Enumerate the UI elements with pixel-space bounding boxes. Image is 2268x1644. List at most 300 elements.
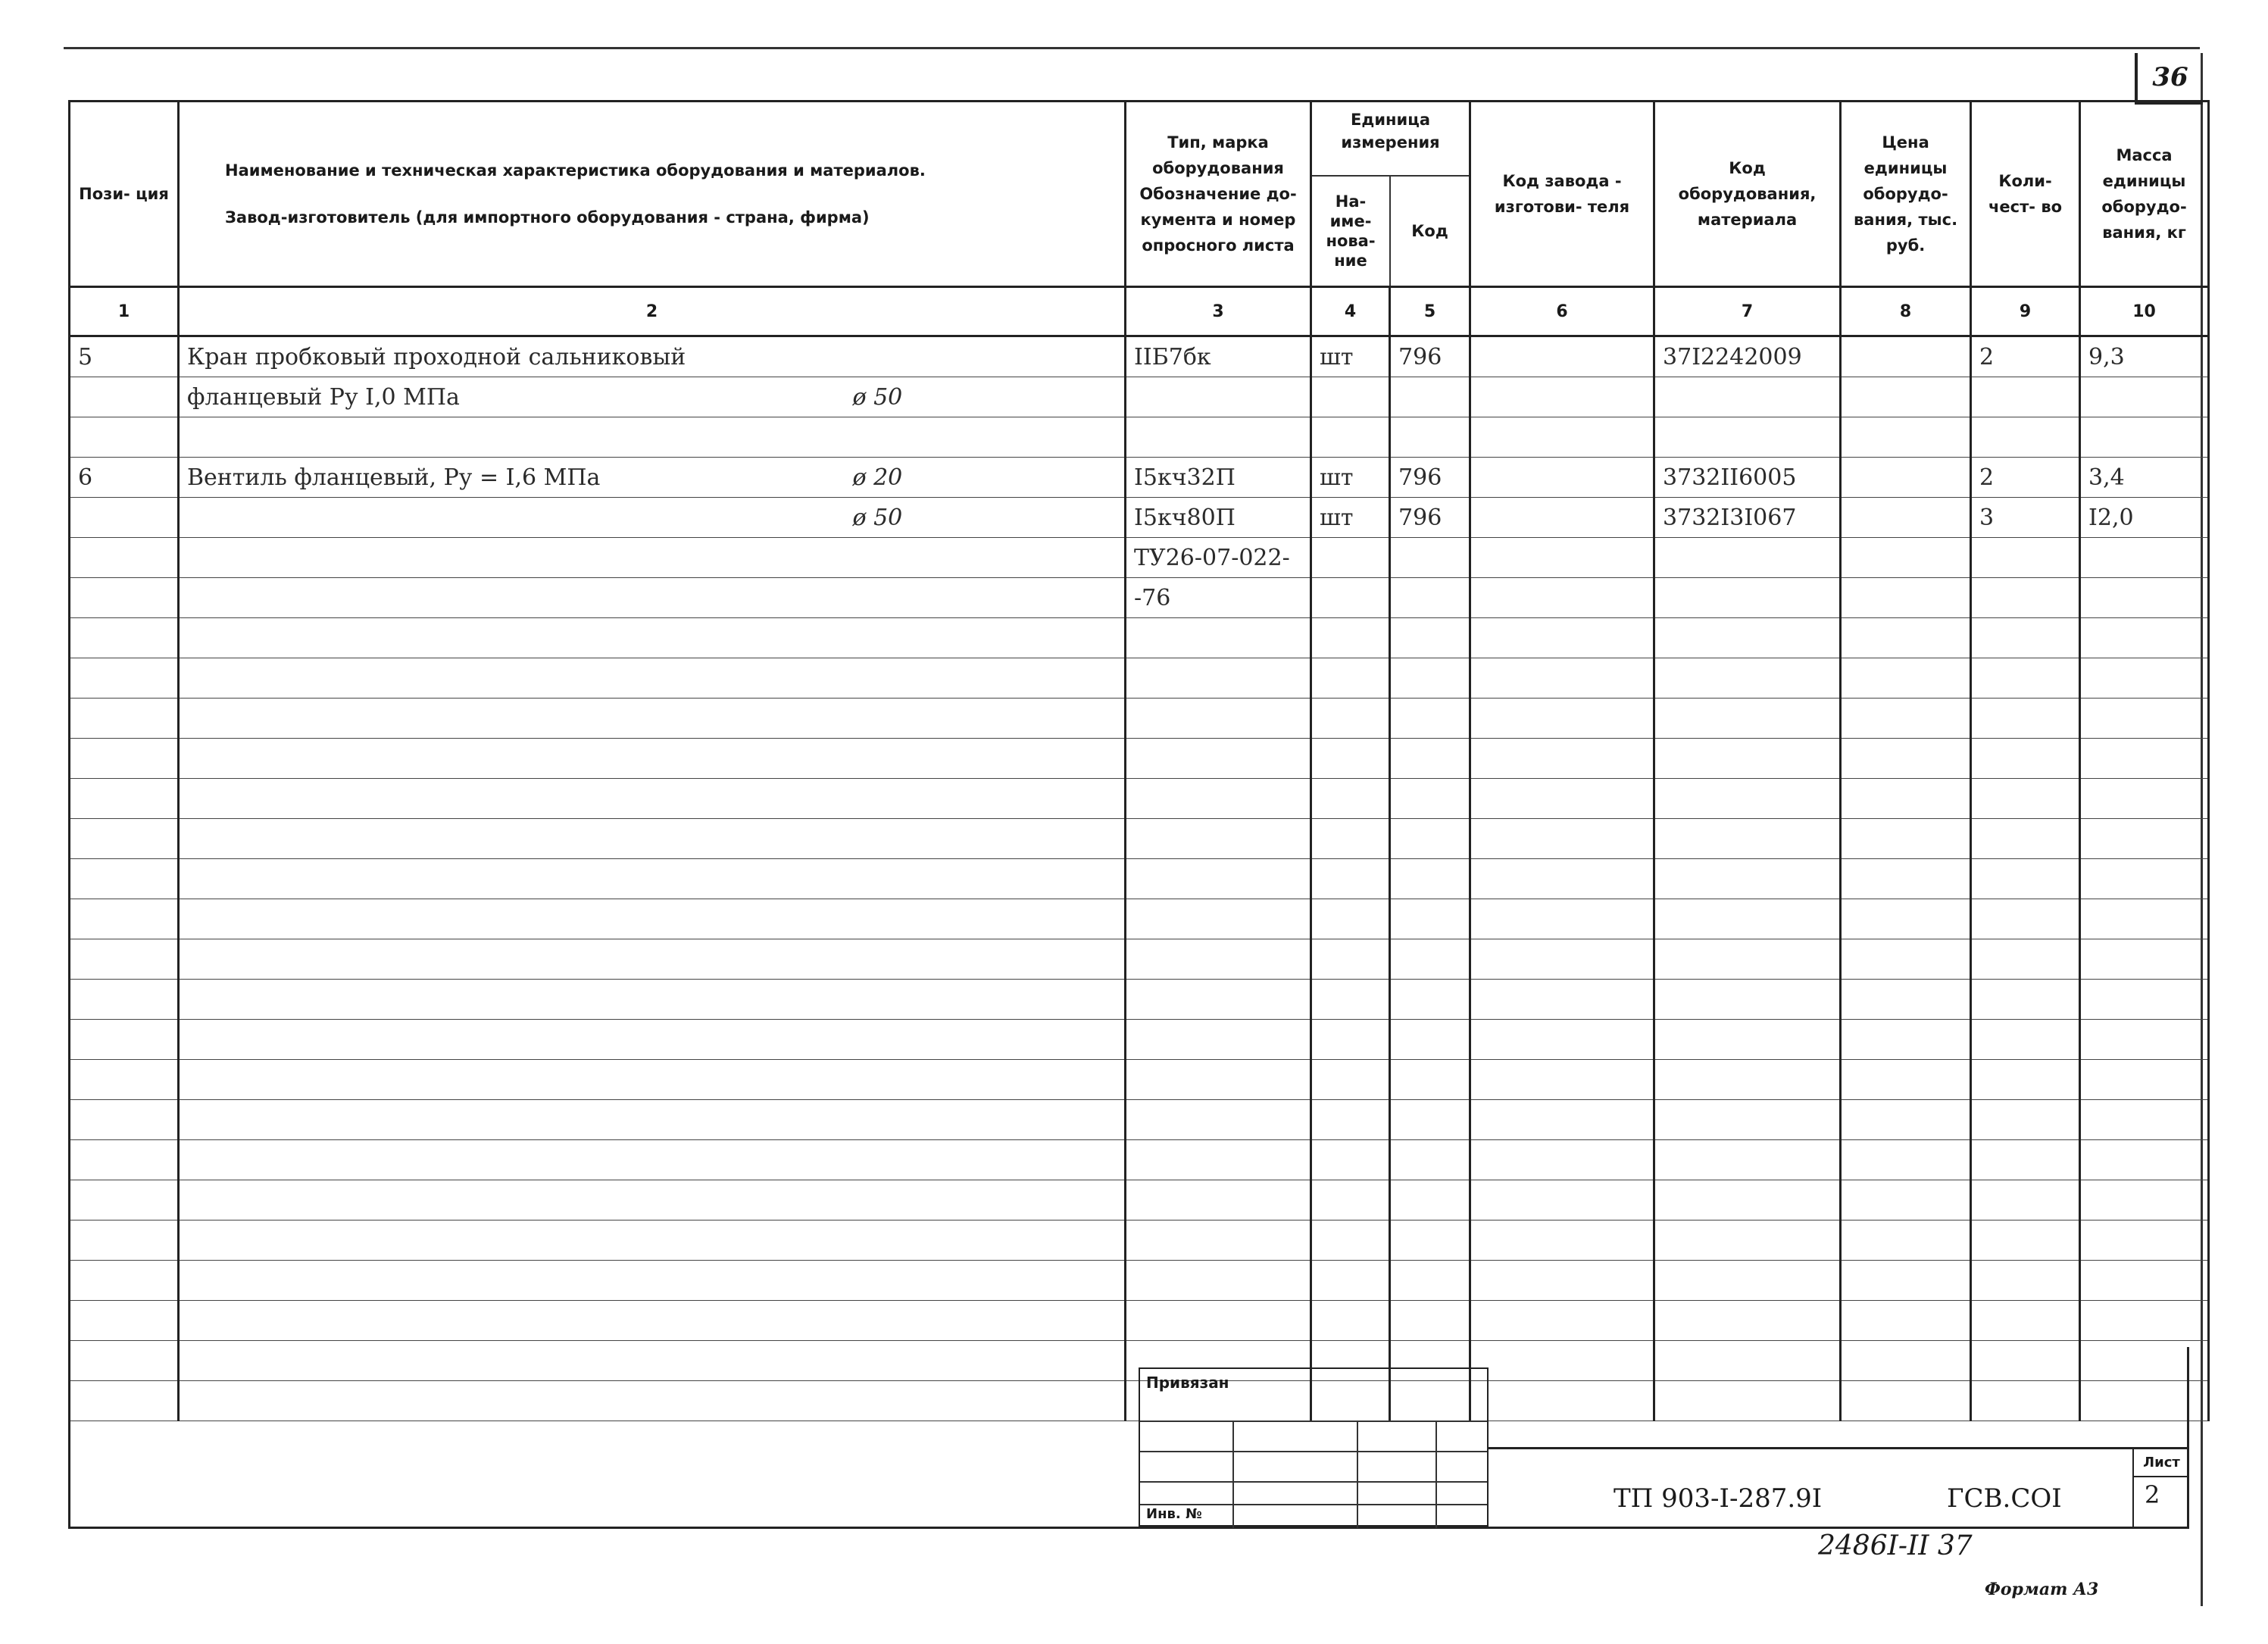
table-row <box>70 779 2209 819</box>
col-number: 9 <box>1971 287 2080 336</box>
cell-factory-code <box>1470 939 1654 980</box>
cell-position <box>70 1020 179 1060</box>
cell-mass <box>2080 1261 2209 1301</box>
cell-equipment-code <box>1654 699 1841 739</box>
cell-position <box>70 1220 179 1261</box>
cell-position <box>70 377 179 417</box>
cell-equipment-code <box>1654 899 1841 939</box>
cell-price <box>1841 1020 1971 1060</box>
cell-type <box>1126 819 1311 859</box>
cell-equipment-code <box>1654 417 1841 458</box>
cell-name <box>179 1020 845 1060</box>
cell-mass <box>2080 1301 2209 1341</box>
cell-factory-code <box>1470 417 1654 458</box>
col-number: 3 <box>1126 287 1311 336</box>
cell-position <box>70 819 179 859</box>
col-number: 7 <box>1654 287 1841 336</box>
cell-unit-code <box>1390 1301 1470 1341</box>
table-row <box>70 819 2209 859</box>
cell-equipment-code <box>1654 1261 1841 1301</box>
cell-unit-code <box>1390 819 1470 859</box>
cell-mass <box>2080 939 2209 980</box>
cell-quantity <box>1971 779 2080 819</box>
cell-name <box>179 1220 845 1261</box>
cell-type <box>1126 377 1311 417</box>
cell-unit-code <box>1390 1220 1470 1261</box>
cell-factory-code <box>1470 739 1654 779</box>
cell-name <box>179 1180 845 1220</box>
cell-position <box>70 658 179 699</box>
binding-stamp <box>1139 1367 1489 1527</box>
cell-type <box>1126 658 1311 699</box>
cell-position <box>70 578 179 618</box>
sheet-value: 2 <box>2145 1480 2160 1509</box>
cell-equipment-code <box>1654 1220 1841 1261</box>
table-row <box>70 739 2209 779</box>
cell-unit-code <box>1390 779 1470 819</box>
cell-equipment-code <box>1654 538 1841 578</box>
cell-unit-code <box>1390 377 1470 417</box>
cell-type <box>1126 1261 1311 1301</box>
cell-diameter <box>845 618 1126 658</box>
cell-factory-code <box>1470 779 1654 819</box>
col-number: 2 <box>179 287 1126 336</box>
cell-diameter <box>845 1220 1126 1261</box>
cell-type <box>1126 1140 1311 1180</box>
cell-quantity <box>1971 1180 2080 1220</box>
cell-diameter <box>845 578 1126 618</box>
cell-quantity <box>1971 819 2080 859</box>
table-row <box>70 980 2209 1020</box>
header-position: Пози- ция <box>70 102 179 287</box>
cell-diameter <box>845 859 1126 899</box>
cell-equipment-code <box>1654 658 1841 699</box>
header-mass: Масса единицы оборудо- вания, кг <box>2080 102 2209 287</box>
document-code: ТП 903-I-287.9I <box>1614 1483 1823 1514</box>
cell-price <box>1841 1261 1971 1301</box>
cell-name <box>179 1100 845 1140</box>
cell-equipment-code <box>1654 939 1841 980</box>
table-body <box>70 336 2209 1421</box>
cell-price <box>1841 658 1971 699</box>
header-row <box>70 102 2209 287</box>
table-row <box>70 578 2209 618</box>
cell-price <box>1841 336 1971 377</box>
header-unit-title: Единица измерения <box>1312 102 1469 177</box>
table-row <box>70 1301 2209 1341</box>
cell-position <box>70 779 179 819</box>
cell-quantity: 2 <box>1971 336 2080 377</box>
cell-factory-code <box>1470 538 1654 578</box>
cell-diameter <box>845 336 1126 377</box>
inv-label: Инв. № <box>1146 1506 1202 1522</box>
cell-unit-name: шт <box>1311 336 1390 377</box>
cell-factory-code <box>1470 899 1654 939</box>
cell-diameter <box>845 1060 1126 1100</box>
cell-factory-code <box>1470 578 1654 618</box>
table-row <box>70 1140 2209 1180</box>
header-name-line2: Завод-изготовитель (для импортного оборудования - страна, фирма) <box>225 208 870 227</box>
cell-price <box>1841 899 1971 939</box>
cell-mass <box>2080 618 2209 658</box>
cell-factory-code <box>1470 336 1654 377</box>
inventory-number: 2486I-II 37 <box>1818 1530 1973 1561</box>
stamp-divider <box>1435 1422 1437 1528</box>
cell-mass <box>2080 578 2209 618</box>
cell-quantity <box>1971 899 2080 939</box>
cell-diameter <box>845 1020 1126 1060</box>
cell-factory-code <box>1470 498 1654 538</box>
cell-unit-code <box>1390 658 1470 699</box>
cell-unit-name <box>1311 1140 1390 1180</box>
table-row <box>70 1261 2209 1301</box>
cell-unit-name <box>1311 1020 1390 1060</box>
cell-diameter <box>845 980 1126 1020</box>
cell-mass <box>2080 980 2209 1020</box>
cell-price <box>1841 498 1971 538</box>
cell-mass <box>2080 1140 2209 1180</box>
cell-mass <box>2080 1020 2209 1060</box>
bound-label: Привязан <box>1146 1374 1229 1392</box>
cell-unit-name <box>1311 1100 1390 1140</box>
cell-unit-name <box>1311 859 1390 899</box>
table-row <box>70 1020 2209 1060</box>
cell-unit-code: 796 <box>1390 336 1470 377</box>
header-type: Тип, марка оборудования Обозначение до- кумента и номер опросного листа <box>1126 102 1311 287</box>
cell-type <box>1126 739 1311 779</box>
cell-quantity <box>1971 618 2080 658</box>
cell-unit-name <box>1311 1301 1390 1341</box>
cell-price <box>1841 779 1971 819</box>
cell-price <box>1841 578 1971 618</box>
cell-position <box>70 1100 179 1140</box>
cell-quantity <box>1971 980 2080 1020</box>
cell-factory-code <box>1470 819 1654 859</box>
top-border-line <box>64 47 2200 49</box>
title-block-frame <box>68 1347 2189 1529</box>
cell-name: Кран пробковый проходной сальниковый <box>179 336 845 377</box>
cell-quantity <box>1971 1261 2080 1301</box>
cell-diameter <box>845 658 1126 699</box>
cell-price <box>1841 458 1971 498</box>
cell-price <box>1841 417 1971 458</box>
cell-name <box>179 779 845 819</box>
cell-quantity <box>1971 658 2080 699</box>
cell-type: IIБ7бк <box>1126 336 1311 377</box>
cell-unit-code <box>1390 980 1470 1020</box>
table-row <box>70 336 2209 377</box>
cell-equipment-code <box>1654 1180 1841 1220</box>
cell-name <box>179 939 845 980</box>
cell-equipment-code <box>1654 1060 1841 1100</box>
cell-unit-name <box>1311 739 1390 779</box>
table-row <box>70 618 2209 658</box>
cell-unit-name <box>1311 939 1390 980</box>
cell-position <box>70 939 179 980</box>
stamp-divider <box>1357 1422 1358 1528</box>
cell-equipment-code <box>1654 1301 1841 1341</box>
cell-diameter <box>845 1261 1126 1301</box>
cell-mass <box>2080 739 2209 779</box>
cell-unit-name <box>1311 779 1390 819</box>
header-unit-name: На- име- нова- ние <box>1312 177 1391 286</box>
cell-name <box>179 658 845 699</box>
cell-diameter <box>845 1100 1126 1140</box>
cell-quantity <box>1971 1060 2080 1100</box>
cell-unit-name: шт <box>1311 458 1390 498</box>
sheet-cell <box>2132 1447 2189 1529</box>
cell-price <box>1841 1100 1971 1140</box>
cell-unit-code <box>1390 1140 1470 1180</box>
cell-mass <box>2080 899 2209 939</box>
title-block-line <box>1489 1447 2189 1449</box>
cell-factory-code <box>1470 1301 1654 1341</box>
cell-type <box>1126 939 1311 980</box>
cell-unit-name <box>1311 1220 1390 1261</box>
cell-diameter <box>845 939 1126 980</box>
cell-position <box>70 417 179 458</box>
cell-unit-name <box>1311 417 1390 458</box>
cell-mass <box>2080 1100 2209 1140</box>
header-unit-price: Цена единицы оборудо- вания, тыс. руб. <box>1841 102 1971 287</box>
cell-quantity <box>1971 1140 2080 1180</box>
cell-equipment-code <box>1654 980 1841 1020</box>
cell-unit-code <box>1390 1020 1470 1060</box>
cell-mass <box>2080 658 2209 699</box>
cell-quantity <box>1971 939 2080 980</box>
sheet-label: Лист <box>2134 1450 2189 1477</box>
cell-unit-code <box>1390 699 1470 739</box>
cell-quantity <box>1971 859 2080 899</box>
cell-type <box>1126 417 1311 458</box>
cell-mass <box>2080 1180 2209 1220</box>
cell-position <box>70 1060 179 1100</box>
cell-factory-code <box>1470 1220 1654 1261</box>
cell-unit-code: 796 <box>1390 458 1470 498</box>
cell-type <box>1126 899 1311 939</box>
cell-factory-code <box>1470 1180 1654 1220</box>
cell-quantity <box>1971 1020 2080 1060</box>
cell-quantity: 3 <box>1971 498 2080 538</box>
cell-type <box>1126 699 1311 739</box>
header-name <box>179 102 1126 287</box>
cell-name: фланцевый Ру I,0 МПа <box>179 377 845 417</box>
cell-unit-name <box>1311 819 1390 859</box>
document-subcode: ГСВ.СОI <box>1947 1483 2062 1514</box>
cell-quantity <box>1971 1100 2080 1140</box>
header-equipment-code: Код оборудования, материала <box>1654 102 1841 287</box>
cell-name <box>179 859 845 899</box>
cell-equipment-code <box>1654 819 1841 859</box>
cell-mass <box>2080 699 2209 739</box>
cell-price <box>1841 1220 1971 1261</box>
cell-name <box>179 899 845 939</box>
cell-factory-code <box>1470 980 1654 1020</box>
cell-quantity <box>1971 578 2080 618</box>
cell-diameter <box>845 538 1126 578</box>
cell-unit-code <box>1390 1180 1470 1220</box>
cell-type <box>1126 1220 1311 1261</box>
cell-name <box>179 1060 845 1100</box>
cell-quantity <box>1971 739 2080 779</box>
cell-name <box>179 980 845 1020</box>
cell-price <box>1841 739 1971 779</box>
cell-type <box>1126 859 1311 899</box>
cell-unit-name <box>1311 899 1390 939</box>
cell-type: -76 <box>1126 578 1311 618</box>
cell-unit-name <box>1311 1180 1390 1220</box>
table-row <box>70 699 2209 739</box>
cell-position <box>70 899 179 939</box>
cell-mass <box>2080 1220 2209 1261</box>
cell-diameter <box>845 819 1126 859</box>
table-row <box>70 1220 2209 1261</box>
cell-mass <box>2080 779 2209 819</box>
cell-price <box>1841 939 1971 980</box>
cell-price <box>1841 819 1971 859</box>
cell-price <box>1841 1301 1971 1341</box>
cell-equipment-code <box>1654 377 1841 417</box>
cell-type <box>1126 1060 1311 1100</box>
cell-diameter <box>845 1180 1126 1220</box>
cell-factory-code <box>1470 1140 1654 1180</box>
cell-diameter <box>845 699 1126 739</box>
cell-quantity <box>1971 417 2080 458</box>
cell-diameter <box>845 739 1126 779</box>
cell-type <box>1126 618 1311 658</box>
table-row <box>70 939 2209 980</box>
cell-position <box>70 699 179 739</box>
cell-unit-code <box>1390 739 1470 779</box>
cell-name <box>179 578 845 618</box>
table-row <box>70 417 2209 458</box>
equipment-spec-table <box>68 100 2210 1421</box>
cell-unit-name <box>1311 1060 1390 1100</box>
cell-unit-code <box>1390 859 1470 899</box>
cell-factory-code <box>1470 1100 1654 1140</box>
cell-position <box>70 1301 179 1341</box>
col-number: 1 <box>70 287 179 336</box>
cell-unit-name <box>1311 538 1390 578</box>
header-name-line1: Наименование и техническая характеристика оборудования и материалов. <box>225 161 926 180</box>
cell-name <box>179 699 845 739</box>
table-row <box>70 1100 2209 1140</box>
cell-position <box>70 980 179 1020</box>
col-number: 4 <box>1311 287 1390 336</box>
cell-factory-code <box>1470 377 1654 417</box>
cell-price <box>1841 1180 1971 1220</box>
cell-name <box>179 819 845 859</box>
cell-mass <box>2080 819 2209 859</box>
cell-mass <box>2080 859 2209 899</box>
cell-price <box>1841 980 1971 1020</box>
table-row <box>70 498 2209 538</box>
header-unit-group <box>1311 102 1470 287</box>
cell-price <box>1841 1140 1971 1180</box>
cell-equipment-code <box>1654 739 1841 779</box>
cell-factory-code <box>1470 1261 1654 1301</box>
cell-equipment-code: 3732I3I067 <box>1654 498 1841 538</box>
cell-price <box>1841 1060 1971 1100</box>
cell-type: I5кч32П <box>1126 458 1311 498</box>
cell-type <box>1126 1301 1311 1341</box>
stamp-divider <box>1232 1422 1234 1528</box>
cell-equipment-code <box>1654 578 1841 618</box>
cell-name <box>179 618 845 658</box>
cell-name <box>179 739 845 779</box>
cell-unit-code <box>1390 538 1470 578</box>
cell-type <box>1126 980 1311 1020</box>
cell-factory-code <box>1470 458 1654 498</box>
col-number: 6 <box>1470 287 1654 336</box>
cell-mass <box>2080 417 2209 458</box>
cell-unit-code <box>1390 618 1470 658</box>
cell-name: Вентиль фланцевый, Ру = I,6 МПа <box>179 458 845 498</box>
cell-unit-name: шт <box>1311 498 1390 538</box>
cell-mass <box>2080 1060 2209 1100</box>
cell-unit-name <box>1311 980 1390 1020</box>
table-row <box>70 377 2209 417</box>
cell-equipment-code: 3732II6005 <box>1654 458 1841 498</box>
cell-diameter <box>845 899 1126 939</box>
table-row <box>70 899 2209 939</box>
col-number: 10 <box>2080 287 2209 336</box>
page-number: 36 <box>2135 53 2203 105</box>
cell-diameter <box>845 1140 1126 1180</box>
cell-price <box>1841 538 1971 578</box>
cell-factory-code <box>1470 1060 1654 1100</box>
cell-price <box>1841 699 1971 739</box>
table-row <box>70 859 2209 899</box>
cell-unit-name <box>1311 377 1390 417</box>
cell-position <box>70 498 179 538</box>
cell-type: ТУ26-07-022- <box>1126 538 1311 578</box>
cell-price <box>1841 618 1971 658</box>
cell-unit-code: 796 <box>1390 498 1470 538</box>
cell-quantity <box>1971 699 2080 739</box>
header-factory-code: Код завода - изготови- теля <box>1470 102 1654 287</box>
cell-position <box>70 538 179 578</box>
cell-quantity: 2 <box>1971 458 2080 498</box>
cell-type <box>1126 1100 1311 1140</box>
cell-unit-name <box>1311 1261 1390 1301</box>
header-quantity: Коли- чест- во <box>1971 102 2080 287</box>
cell-position <box>70 1180 179 1220</box>
cell-quantity <box>1971 377 2080 417</box>
cell-position <box>70 1261 179 1301</box>
col-number: 8 <box>1841 287 1971 336</box>
cell-quantity <box>1971 1301 2080 1341</box>
cell-unit-code <box>1390 578 1470 618</box>
cell-position <box>70 1140 179 1180</box>
cell-equipment-code <box>1654 1020 1841 1060</box>
cell-type <box>1126 1180 1311 1220</box>
cell-equipment-code <box>1654 779 1841 819</box>
cell-unit-code <box>1390 1100 1470 1140</box>
table-row <box>70 538 2209 578</box>
cell-equipment-code <box>1654 1140 1841 1180</box>
cell-mass: 9,3 <box>2080 336 2209 377</box>
cell-mass: I2,0 <box>2080 498 2209 538</box>
format-label: Формат А3 <box>1985 1580 2099 1599</box>
cell-unit-name <box>1311 578 1390 618</box>
cell-factory-code <box>1470 699 1654 739</box>
cell-mass: 3,4 <box>2080 458 2209 498</box>
cell-unit-code <box>1390 1060 1470 1100</box>
cell-factory-code <box>1470 859 1654 899</box>
cell-diameter <box>845 1301 1126 1341</box>
cell-unit-name <box>1311 699 1390 739</box>
